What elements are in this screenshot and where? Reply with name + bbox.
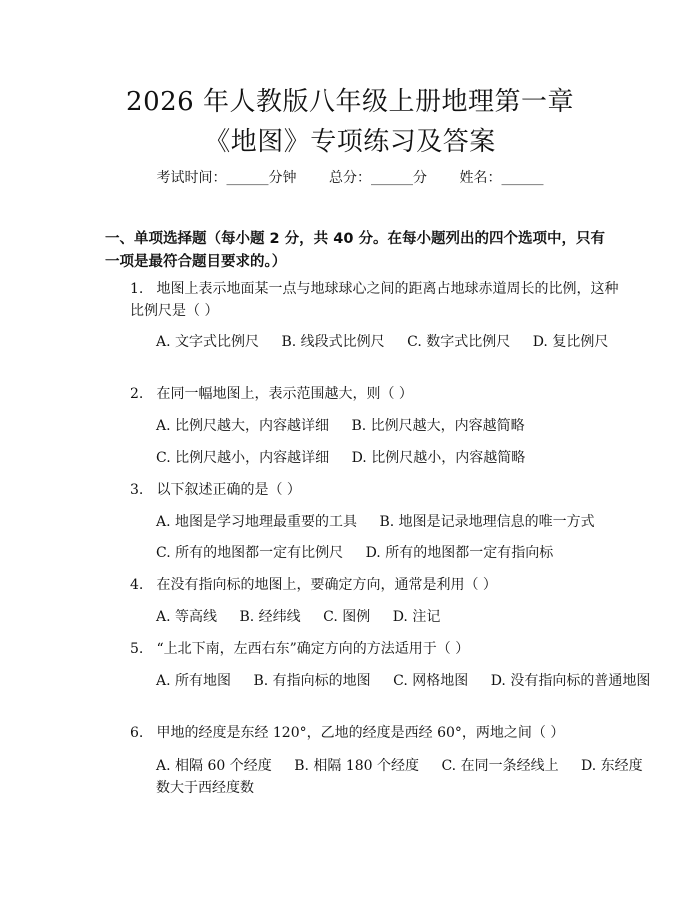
question-4-option-a: A. 等高线 [156, 609, 218, 625]
question-1-number: 1. [130, 281, 144, 297]
question-3-text: 以下叙述正确的是（ ） [156, 482, 301, 498]
question-6-options [105, 755, 656, 799]
question-6-option-c: C. 在同一条经线上 [441, 758, 559, 774]
question-3-options-row-2 [105, 542, 656, 564]
question-2-option-a: A. 比例尺越大，内容越详细 [156, 418, 330, 434]
question-3-option-a: A. 地图是学习地理最重要的工具 [156, 514, 358, 530]
question-2-option-d: D. 比例尺越小，内容越简略 [351, 450, 526, 466]
question-3-number: 3. [130, 482, 144, 498]
question-5-option-d: D. 没有指向标的普通地图 [490, 673, 651, 689]
question-2-options-row-1 [105, 415, 656, 437]
question-4-option-d: D. 注记 [392, 609, 441, 625]
question-3-stem [105, 479, 630, 501]
question-2-stem [105, 383, 630, 405]
section-header: 一、单项选择题（每小题 2 分，共 40 分。在每小题列出的四个选项中，只有一项是最符合题目要求的。） [105, 231, 605, 270]
document-title: 2026 年人教版八年级上册地理第一章《地图》专项练习及答案 [126, 87, 574, 157]
question-1-stem [105, 278, 630, 322]
question-2-option-b: B. 比例尺越大，内容越简略 [351, 418, 525, 434]
question-3-options-row-1 [105, 511, 656, 533]
question-1-options [105, 331, 656, 353]
question-6-text: 甲地的经度是东经 120°，乙地的经度是西经 60°，两地之间（ ） [156, 725, 565, 741]
question-4-number: 4. [130, 577, 144, 593]
question-1-option-d: D. 复比例尺 [532, 334, 609, 350]
exam-score-field: 总分：______分 [329, 170, 427, 186]
question-5-stem [105, 638, 630, 660]
question-6-number: 6. [130, 725, 144, 741]
question-2-options-row-2 [105, 447, 656, 469]
question-2-text: 在同一幅地图上，表示范围越大，则（ ） [156, 386, 413, 402]
question-1-text: 地图上表示地面某一点与地球球心之间的距离占地球赤道周长的比例，这种比例尺是（ ） [130, 281, 619, 319]
question-1-option-a: A. 文字式比例尺 [156, 334, 260, 350]
question-3-option-d: D. 所有的地图都一定有指向标 [365, 545, 554, 561]
question-5-number: 5. [130, 641, 144, 657]
question-4-option-c: C. 图例 [323, 609, 371, 625]
question-4-stem [105, 574, 630, 596]
question-6-option-a: A. 相隔 60 个经度 [156, 758, 272, 774]
question-6-stem [105, 722, 630, 744]
question-5-option-a: A. 所有地图 [156, 673, 232, 689]
question-5-option-b: B. 有指向标的地图 [253, 673, 371, 689]
question-6-option-b: B. 相隔 180 个经度 [294, 758, 419, 774]
question-4-text: 在没有指向标的地图上，要确定方向，通常是利用（ ） [156, 577, 497, 593]
exam-time-field: 考试时间：______分钟 [156, 170, 297, 186]
question-1-option-b: B. 线段式比例尺 [281, 334, 385, 350]
question-5-text: “上北下南，左西右东”确定方向的方法适用于（ ） [156, 641, 470, 657]
question-5-option-c: C. 网格地图 [393, 673, 469, 689]
exam-name-field: 姓名：______ [459, 170, 544, 186]
question-4-option-b: B. 经纬线 [239, 609, 301, 625]
exam-info-line [0, 168, 700, 188]
question-4-options [105, 606, 656, 628]
question-2-number: 2. [130, 386, 144, 402]
question-1-option-c: C. 数字式比例尺 [407, 334, 511, 350]
question-3-option-c: C. 所有的地图都一定有比例尺 [156, 545, 344, 561]
question-6-option-d: D. 东经度数大于西经度数 [156, 758, 643, 796]
question-3-option-b: B. 地图是记录地理信息的唯一方式 [379, 514, 595, 530]
question-2-option-c: C. 比例尺越小，内容越详细 [156, 450, 330, 466]
question-5-options [105, 670, 656, 692]
